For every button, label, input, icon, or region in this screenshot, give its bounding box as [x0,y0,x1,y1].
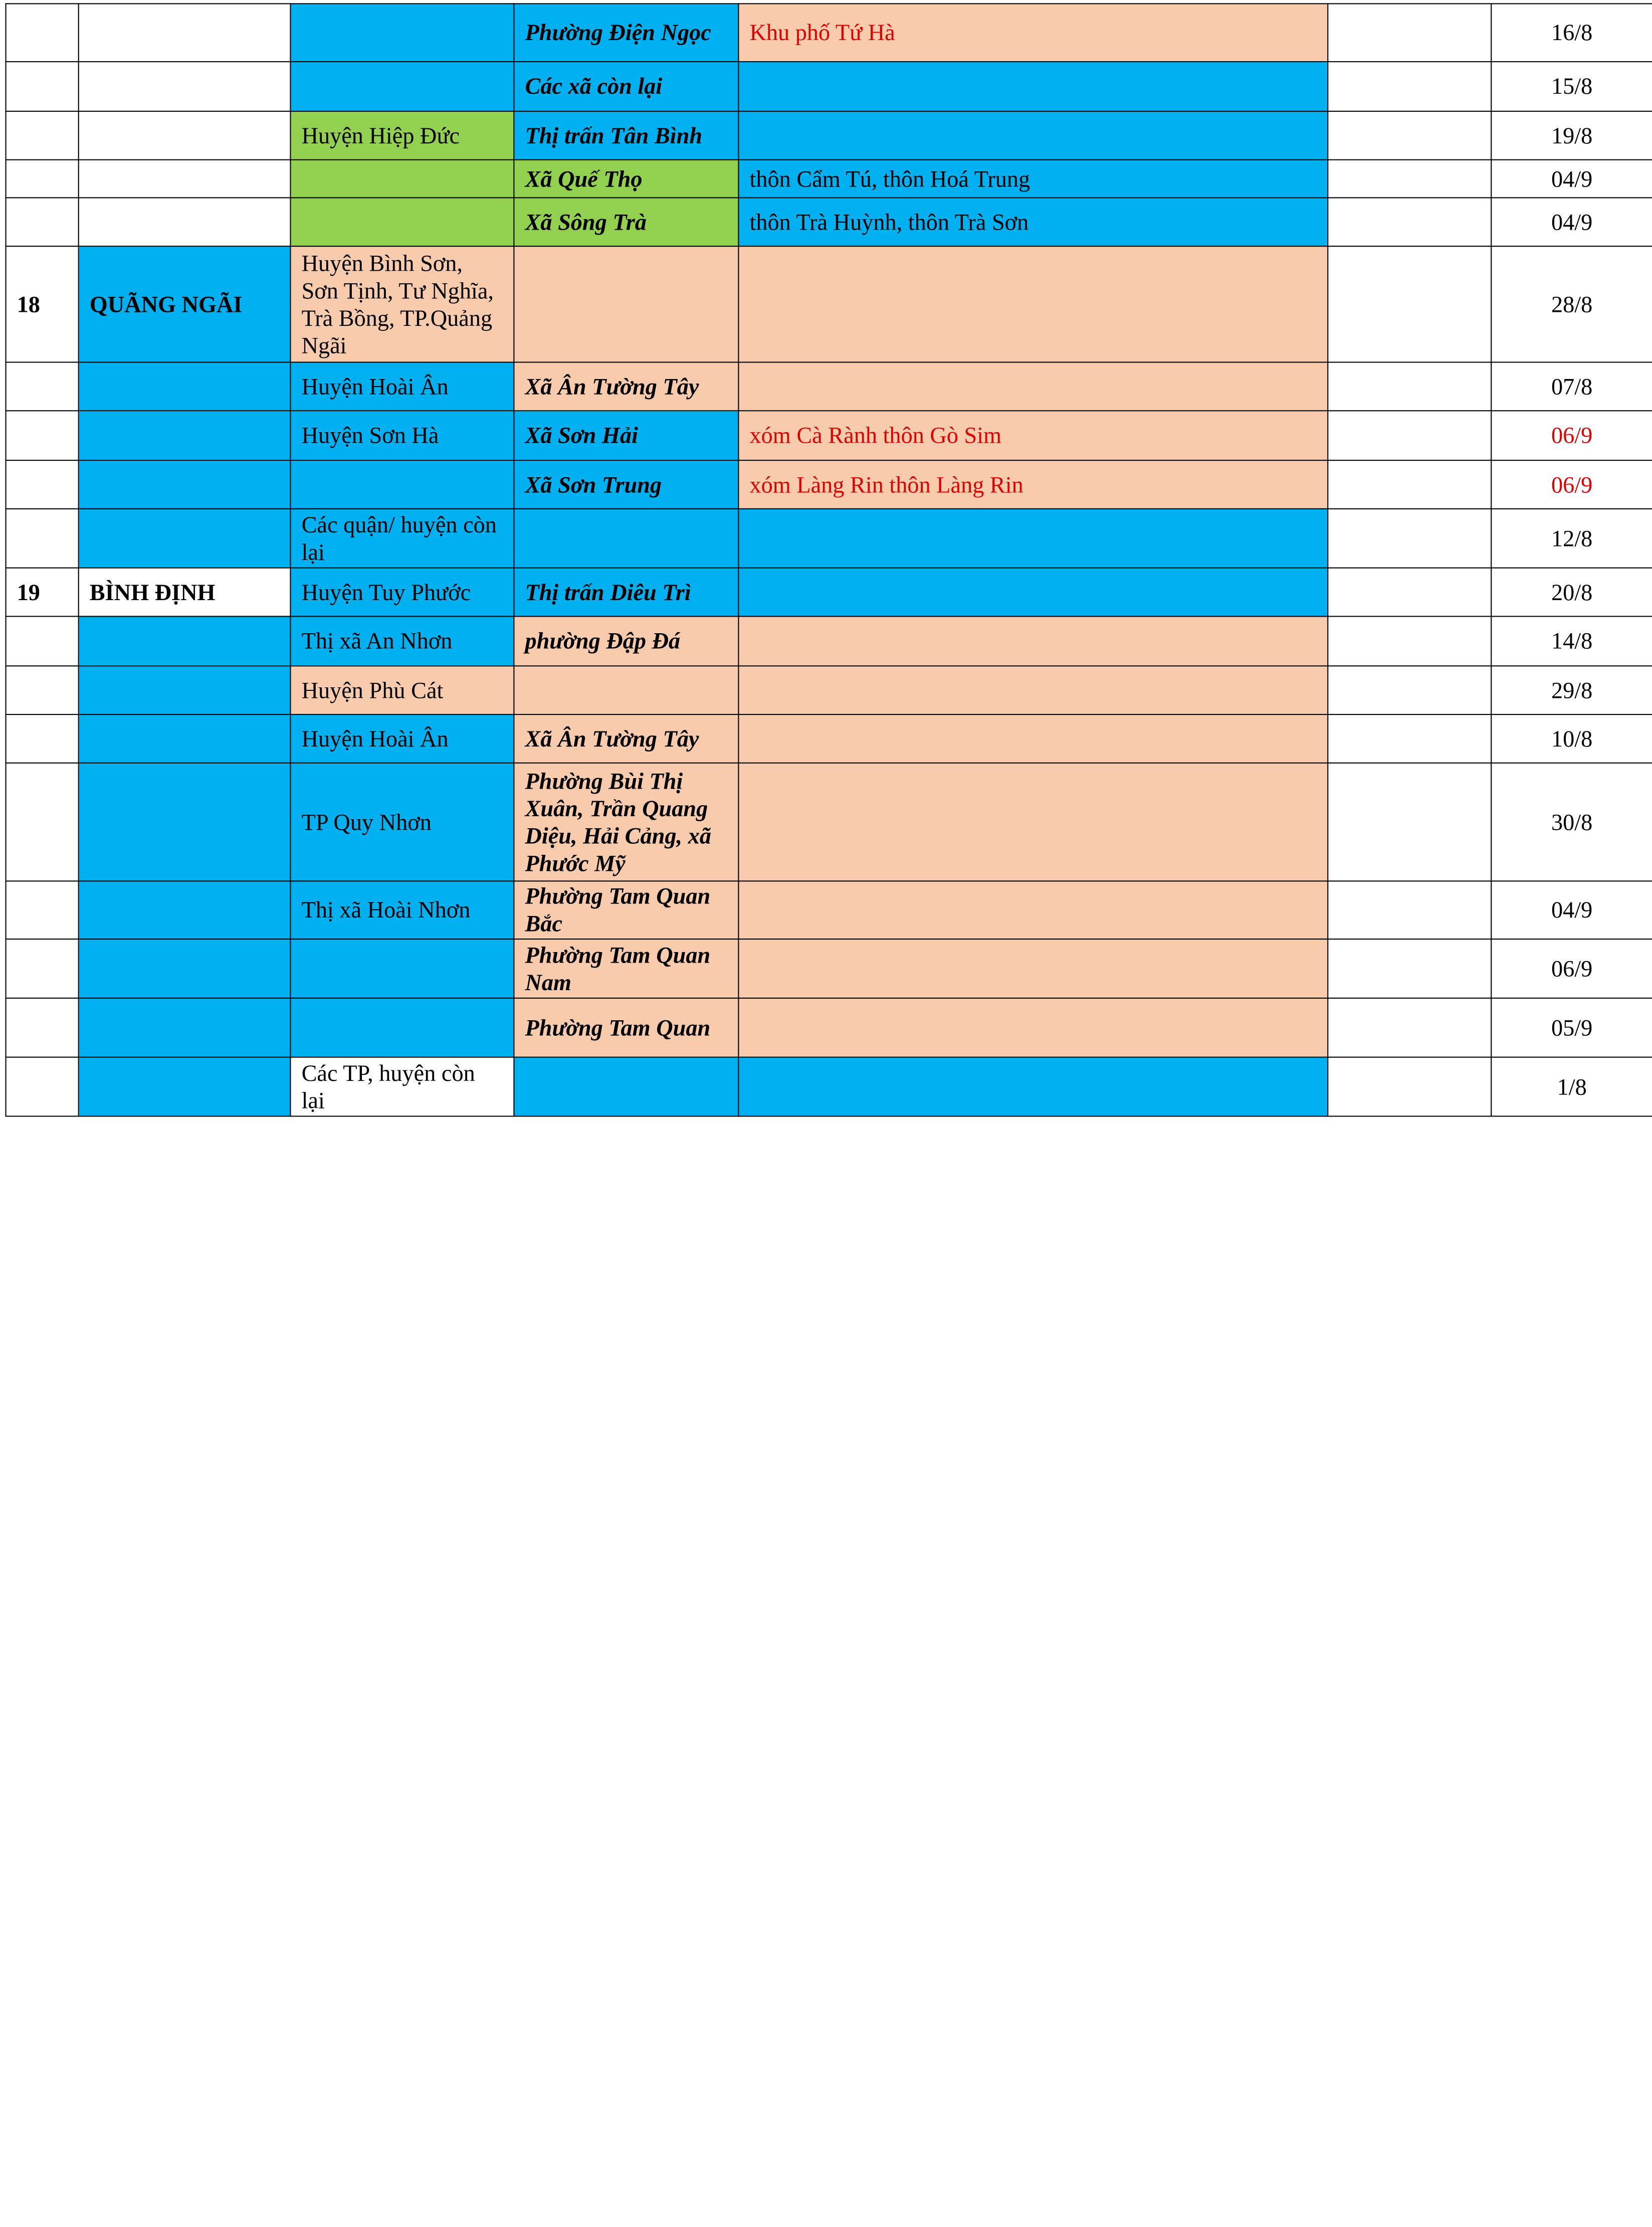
epidemic-zone-table [6,3,1652,1117]
date-cell: 1/8 [1491,1057,1652,1117]
table-row [6,568,1652,617]
stt-cell [6,763,79,881]
commune-cell: Xã Sơn Hải [514,411,738,460]
date-cell: 20/8 [1491,568,1652,617]
table-row [6,763,1652,881]
date-cell: 14/8 [1491,616,1652,666]
table-row [6,714,1652,763]
area-cell [738,714,1328,763]
date-cell: 04/9 [1491,198,1652,246]
date-cell: 28/8 [1491,246,1652,362]
area-cell: thôn Trà Huỳnh, thôn Trà Sơn [738,198,1328,246]
date-cell: 10/8 [1491,714,1652,763]
commune-cell: Phường Tam Quan Nam [514,939,738,998]
district-cell: Các TP, huyện còn lại [290,1057,514,1117]
province-cell [79,509,291,568]
district-cell: Thị xã An Nhơn [290,616,514,666]
province-cell [79,881,291,939]
province-cell [79,362,291,411]
commune-cell: Phường Tam Quan Bắc [514,881,738,939]
area-cell [738,939,1328,998]
area-cell [738,509,1328,568]
province-cell: BÌNH ĐỊNH [79,568,291,617]
note-cell [1328,198,1491,246]
stt-cell [6,616,79,666]
commune-cell [514,1057,738,1117]
district-cell: TP Quy Nhơn [290,763,514,881]
province-cell [79,111,291,160]
note-cell [1328,4,1491,62]
note-cell [1328,509,1491,568]
note-cell [1328,666,1491,714]
area-cell [738,1057,1328,1117]
stt-cell [6,362,79,411]
date-cell: 16/8 [1491,4,1652,62]
province-cell [79,763,291,881]
stt-cell [6,939,79,998]
date-cell: 07/8 [1491,362,1652,411]
district-cell [290,4,514,62]
date-cell: 15/8 [1491,62,1652,111]
table-row [6,411,1652,460]
commune-cell: Phường Điện Ngọc [514,4,738,62]
table-row [6,62,1652,111]
date-cell: 06/9 [1491,939,1652,998]
stt-cell [6,62,79,111]
district-cell: Huyện Sơn Hà [290,411,514,460]
date-cell: 29/8 [1491,666,1652,714]
note-cell [1328,160,1491,198]
district-cell [290,998,514,1057]
commune-cell: Xã Sông Trà [514,198,738,246]
note-cell [1328,411,1491,460]
area-cell [738,111,1328,160]
commune-cell: Phường Tam Quan [514,998,738,1057]
note-cell [1328,616,1491,666]
table-row [6,362,1652,411]
table-row [6,4,1652,62]
district-cell: Các quận/ huyện còn lại [290,509,514,568]
date-cell: 06/9 [1491,411,1652,460]
district-cell: Huyện Tuy Phước [290,568,514,617]
district-cell: Huyện Hoài Ân [290,714,514,763]
area-cell [738,763,1328,881]
stt-cell [6,881,79,939]
area-cell: Khu phố Tứ Hà [738,4,1328,62]
commune-cell: Xã Ân Tường Tây [514,714,738,763]
province-cell [79,62,291,111]
stt-cell [6,111,79,160]
province-cell [79,1057,291,1117]
area-cell [738,881,1328,939]
district-cell: Thị xã Hoài Nhơn [290,881,514,939]
table-row [6,246,1652,362]
province-cell [79,998,291,1057]
commune-cell: Thị trấn Diêu Trì [514,568,738,617]
date-cell: 12/8 [1491,509,1652,568]
stt-cell [6,160,79,198]
area-cell [738,616,1328,666]
note-cell [1328,62,1491,111]
date-cell: 04/9 [1491,160,1652,198]
commune-cell: Xã Sơn Trung [514,460,738,509]
district-cell: Huyện Hoài Ân [290,362,514,411]
table-row [6,111,1652,160]
district-cell [290,62,514,111]
stt-cell [6,411,79,460]
table-row [6,616,1652,666]
table-row [6,666,1652,714]
province-cell [79,666,291,714]
stt-cell [6,998,79,1057]
stt-cell [6,460,79,509]
table-row [6,509,1652,568]
note-cell [1328,881,1491,939]
area-cell [738,666,1328,714]
table-row [6,939,1652,998]
province-cell [79,616,291,666]
district-cell: Huyện Hiệp Đức [290,111,514,160]
note-cell [1328,246,1491,362]
province-cell [79,160,291,198]
area-cell [738,998,1328,1057]
commune-cell: Xã Quế Thọ [514,160,738,198]
note-cell [1328,568,1491,617]
district-cell: Huyện Phù Cát [290,666,514,714]
district-cell [290,198,514,246]
province-cell: QUÃNG NGÃI [79,246,291,362]
note-cell [1328,111,1491,160]
province-cell [79,4,291,62]
table-row [6,198,1652,246]
stt-cell: 19 [6,568,79,617]
table-row [6,998,1652,1057]
commune-cell [514,246,738,362]
province-cell [79,460,291,509]
table-row [6,460,1652,509]
table-row [6,160,1652,198]
district-cell: Huyện Bình Sơn, Sơn Tịnh, Tư Nghĩa, Trà Bồng, TP.Quảng Ngãi [290,246,514,362]
stt-cell [6,4,79,62]
date-cell: 19/8 [1491,111,1652,160]
area-cell: xóm Làng Rin thôn Làng Rin [738,460,1328,509]
stt-cell: 18 [6,246,79,362]
province-cell [79,411,291,460]
area-cell [738,246,1328,362]
note-cell [1328,939,1491,998]
district-cell [290,939,514,998]
stt-cell [6,714,79,763]
province-cell [79,198,291,246]
commune-cell: Xã Ân Tường Tây [514,362,738,411]
date-cell: 04/9 [1491,881,1652,939]
district-cell [290,160,514,198]
district-cell [290,460,514,509]
commune-cell: Thị trấn Tân Bình [514,111,738,160]
commune-cell [514,509,738,568]
date-cell: 05/9 [1491,998,1652,1057]
table-row [6,1057,1652,1117]
province-cell [79,939,291,998]
note-cell [1328,998,1491,1057]
commune-cell [514,666,738,714]
note-cell [1328,763,1491,881]
commune-cell: Các xã còn lại [514,62,738,111]
commune-cell: Phường Bùi Thị Xuân, Trần Quang Diệu, Hải Cảng, xã Phước Mỹ [514,763,738,881]
area-cell: thôn Cẩm Tú, thôn Hoá Trung [738,160,1328,198]
area-cell [738,62,1328,111]
province-cell [79,714,291,763]
stt-cell [6,509,79,568]
stt-cell [6,198,79,246]
table-row [6,881,1652,939]
stt-cell [6,666,79,714]
stt-cell [6,1057,79,1117]
area-cell: xóm Cà Rành thôn Gò Sim [738,411,1328,460]
date-cell: 06/9 [1491,460,1652,509]
date-cell: 30/8 [1491,763,1652,881]
note-cell [1328,460,1491,509]
note-cell [1328,714,1491,763]
area-cell [738,362,1328,411]
commune-cell: phường Đập Đá [514,616,738,666]
note-cell [1328,1057,1491,1117]
note-cell [1328,362,1491,411]
area-cell [738,568,1328,617]
